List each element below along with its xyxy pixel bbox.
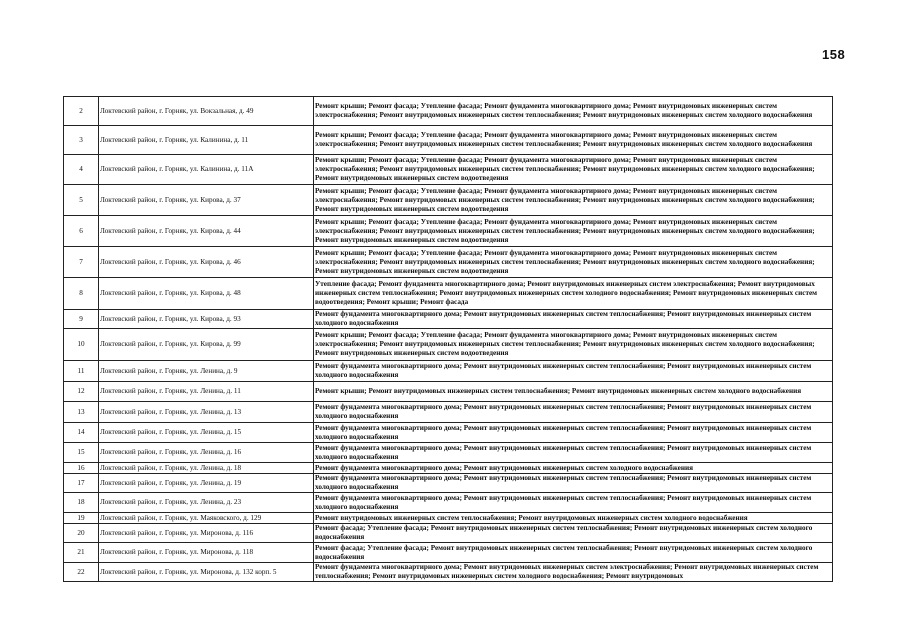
row-works: Ремонт фундамента многоквартирного дома; Ремонт внутридомовых инженерных систем холодного водоснабжения [314,463,833,474]
row-address: Локтевский район, г. Горняк, ул. Калинина, д. 11А [99,155,314,185]
table-row [64,278,833,310]
table-row [64,382,833,402]
row-works: Ремонт фундамента многоквартирного дома; Ремонт внутридомовых инженерных систем теплоснабжения; Ремонт внутридомовых инженерных систем холодного водоснабжения [314,423,833,443]
row-works: Ремонт крыши; Ремонт фасада; Утепление фасада; Ремонт фундамента многоквартирного дома; Ремонт внутридомовых инженерных систем электроснабжения; Ремонт внутридомовых инженерных систем теплоснабжения; Ремонт внутридомовых инженерных систем холодного водоснабжения; Ремонт внутридомовых инженерных систем водоотведения [314,185,833,216]
row-number: 22 [64,563,99,582]
table-row [64,543,833,563]
row-works: Ремонт фундамента многоквартирного дома; Ремонт внутридомовых инженерных систем теплоснабжения; Ремонт внутридомовых инженерных систем холодного водоснабжения [314,474,833,493]
table-row [64,463,833,474]
table-row [64,474,833,493]
row-number: 7 [64,247,99,278]
row-number: 16 [64,463,99,474]
row-number: 3 [64,126,99,155]
table-row [64,216,833,247]
row-address: Локтевский район, г. Горняк, ул. Кирова, д. 93 [99,310,314,329]
row-works: Ремонт фундамента многоквартирного дома; Ремонт внутридомовых инженерных систем теплоснабжения; Ремонт внутридомовых инженерных систем холодного водоснабжения [314,402,833,423]
row-number: 14 [64,423,99,443]
row-number: 10 [64,329,99,361]
row-address: Локтевский район, г. Горняк, ул. Миронова, д. 132 корп. 5 [99,563,314,582]
table-row [64,423,833,443]
table-row [64,513,833,524]
row-works: Ремонт крыши; Ремонт фасада; Утепление фасада; Ремонт фундамента многоквартирного дома; Ремонт внутридомовых инженерных систем электроснабжения; Ремонт внутридомовых инженерных систем теплоснабжения; Ремонт внутридомовых инженерных систем холодного водоснабжения [314,126,833,155]
row-works: Ремонт крыши; Ремонт внутридомовых инженерных систем теплоснабжения; Ремонт внутридомовых инженерных систем холодного водоснабжения [314,382,833,402]
row-number: 12 [64,382,99,402]
row-address: Локтевский район, г. Горняк, ул. Ленина, д. 23 [99,493,314,513]
table-row [64,185,833,216]
row-works: Ремонт крыши; Ремонт фасада; Утепление фасада; Ремонт фундамента многоквартирного дома; Ремонт внутридомовых инженерных систем электроснабжения; Ремонт внутридомовых инженерных систем теплоснабжения; Ремонт внутридомовых инженерных систем холодного водоснабжения; Ремонт внутридомовых инженерных систем водоотведения [314,216,833,247]
row-number: 4 [64,155,99,185]
row-address: Локтевский район, г. Горняк, ул. Ленина, д. 16 [99,443,314,463]
row-number: 15 [64,443,99,463]
row-number: 5 [64,185,99,216]
row-works: Ремонт крыши; Ремонт фасада; Утепление фасада; Ремонт фундамента многоквартирного дома; Ремонт внутридомовых инженерных систем электроснабжения; Ремонт внутридомовых инженерных систем теплоснабжения; Ремонт внутридомовых инженерных систем холодного водоснабжения; Ремонт внутридомовых инженерных систем водоотведения [314,155,833,185]
table-row [64,247,833,278]
row-address: Локтевский район, г. Горняк, ул. Миронова, д. 118 [99,543,314,563]
row-works: Ремонт фундамента многоквартирного дома; Ремонт внутридомовых инженерных систем теплоснабжения; Ремонт внутридомовых инженерных систем холодного водоснабжения [314,310,833,329]
table-row [64,524,833,543]
row-number: 6 [64,216,99,247]
row-number: 18 [64,493,99,513]
row-address: Локтевский район, г. Горняк, ул. Маяковского, д. 129 [99,513,314,524]
row-works: Ремонт крыши; Ремонт фасада; Утепление фасада; Ремонт фундамента многоквартирного дома; Ремонт внутридомовых инженерных систем электроснабжения; Ремонт внутридомовых инженерных систем теплоснабжения; Ремонт внутридомовых инженерных систем холодного водоснабжения; Ремонт внутридомовых инженерных систем водоотведения [314,247,833,278]
row-address: Локтевский район, г. Горняк, ул. Вокзальная, д. 49 [99,97,314,126]
row-address: Локтевский район, г. Горняк, ул. Кирова, д. 37 [99,185,314,216]
table-row [64,493,833,513]
row-address: Локтевский район, г. Горняк, ул. Кирова, д. 48 [99,278,314,310]
table-row [64,563,833,582]
table-row [64,329,833,361]
row-number: 9 [64,310,99,329]
row-works: Утепление фасада; Ремонт фундамента многоквартирного дома; Ремонт внутридомовых инженерных систем электроснабжения; Ремонт внутридомовых инженерных систем теплоснабжения; Ремонт внутридомовых инженерных систем холодного водоснабжения; Ремонт внутридомовых инженерных систем водоотведения; Ремонт крыши; Ремонт фасада [314,278,833,310]
row-address: Локтевский район, г. Горняк, ул. Кирова, д. 46 [99,247,314,278]
row-address: Локтевский район, г. Горняк, ул. Ленина, д. 18 [99,463,314,474]
table-row [64,361,833,382]
row-number: 19 [64,513,99,524]
row-number: 8 [64,278,99,310]
row-works: Ремонт фундамента многоквартирного дома; Ремонт внутридомовых инженерных систем теплоснабжения; Ремонт внутридомовых инженерных систем холодного водоснабжения [314,361,833,382]
row-address: Локтевский район, г. Горняк, ул. Кирова, д. 99 [99,329,314,361]
row-address: Локтевский район, г. Горняк, ул. Ленина, д. 15 [99,423,314,443]
row-works: Ремонт фасада; Утепление фасада; Ремонт внутридомовых инженерных систем теплоснабжения; Ремонт внутридомовых инженерных систем холодного водоснабжения [314,543,833,563]
row-address: Локтевский район, г. Горняк, ул. Ленина, д. 9 [99,361,314,382]
table-row [64,443,833,463]
row-works: Ремонт крыши; Ремонт фасада; Утепление фасада; Ремонт фундамента многоквартирного дома; Ремонт внутридомовых инженерных систем электроснабжения; Ремонт внутридомовых инженерных систем теплоснабжения; Ремонт внутридомовых инженерных систем холодного водоснабжения; Ремонт внутридомовых инженерных систем водоотведения [314,329,833,361]
row-works: Ремонт фасада; Утепление фасада; Ремонт внутридомовых инженерных систем теплоснабжения; Ремонт внутридомовых инженерных систем холодного водоснабжения [314,524,833,543]
row-address: Локтевский район, г. Горняк, ул. Кирова, д. 44 [99,216,314,247]
table-row [64,402,833,423]
row-address: Локтевский район, г. Горняк, ул. Ленина, д. 19 [99,474,314,493]
row-number: 20 [64,524,99,543]
row-number: 21 [64,543,99,563]
row-number: 11 [64,361,99,382]
table-row [64,155,833,185]
row-works: Ремонт фундамента многоквартирного дома; Ремонт внутридомовых инженерных систем теплоснабжения; Ремонт внутридомовых инженерных систем холодного водоснабжения [314,493,833,513]
row-works: Ремонт внутридомовых инженерных систем теплоснабжения; Ремонт внутридомовых инженерных систем холодного водоснабжения [314,513,833,524]
table-row [64,126,833,155]
row-address: Локтевский район, г. Горняк, ул. Миронова, д. 116 [99,524,314,543]
row-works: Ремонт крыши; Ремонт фасада; Утепление фасада; Ремонт фундамента многоквартирного дома; Ремонт внутридомовых инженерных систем электроснабжения; Ремонт внутридомовых инженерных систем теплоснабжения; Ремонт внутридомовых инженерных систем холодного водоснабжения [314,97,833,126]
row-number: 17 [64,474,99,493]
row-number: 13 [64,402,99,423]
row-address: Локтевский район, г. Горняк, ул. Ленина, д. 13 [99,402,314,423]
row-works: Ремонт фундамента многоквартирного дома; Ремонт внутридомовых инженерных систем электроснабжения; Ремонт внутридомовых инженерных систем теплоснабжения; Ремонт внутридомовых инженерных систем холодного водоснабжения; Ремонт внутридомовых [314,563,833,582]
row-number: 2 [64,97,99,126]
row-address: Локтевский район, г. Горняк, ул. Ленина, д. 11 [99,382,314,402]
page-number: 158 [822,47,846,62]
table-row [64,310,833,329]
repair-works-table [63,96,833,582]
table-row [64,97,833,126]
row-address: Локтевский район, г. Горняк, ул. Калинина, д. 11 [99,126,314,155]
row-works: Ремонт фундамента многоквартирного дома; Ремонт внутридомовых инженерных систем теплоснабжения; Ремонт внутридомовых инженерных систем холодного водоснабжения [314,443,833,463]
